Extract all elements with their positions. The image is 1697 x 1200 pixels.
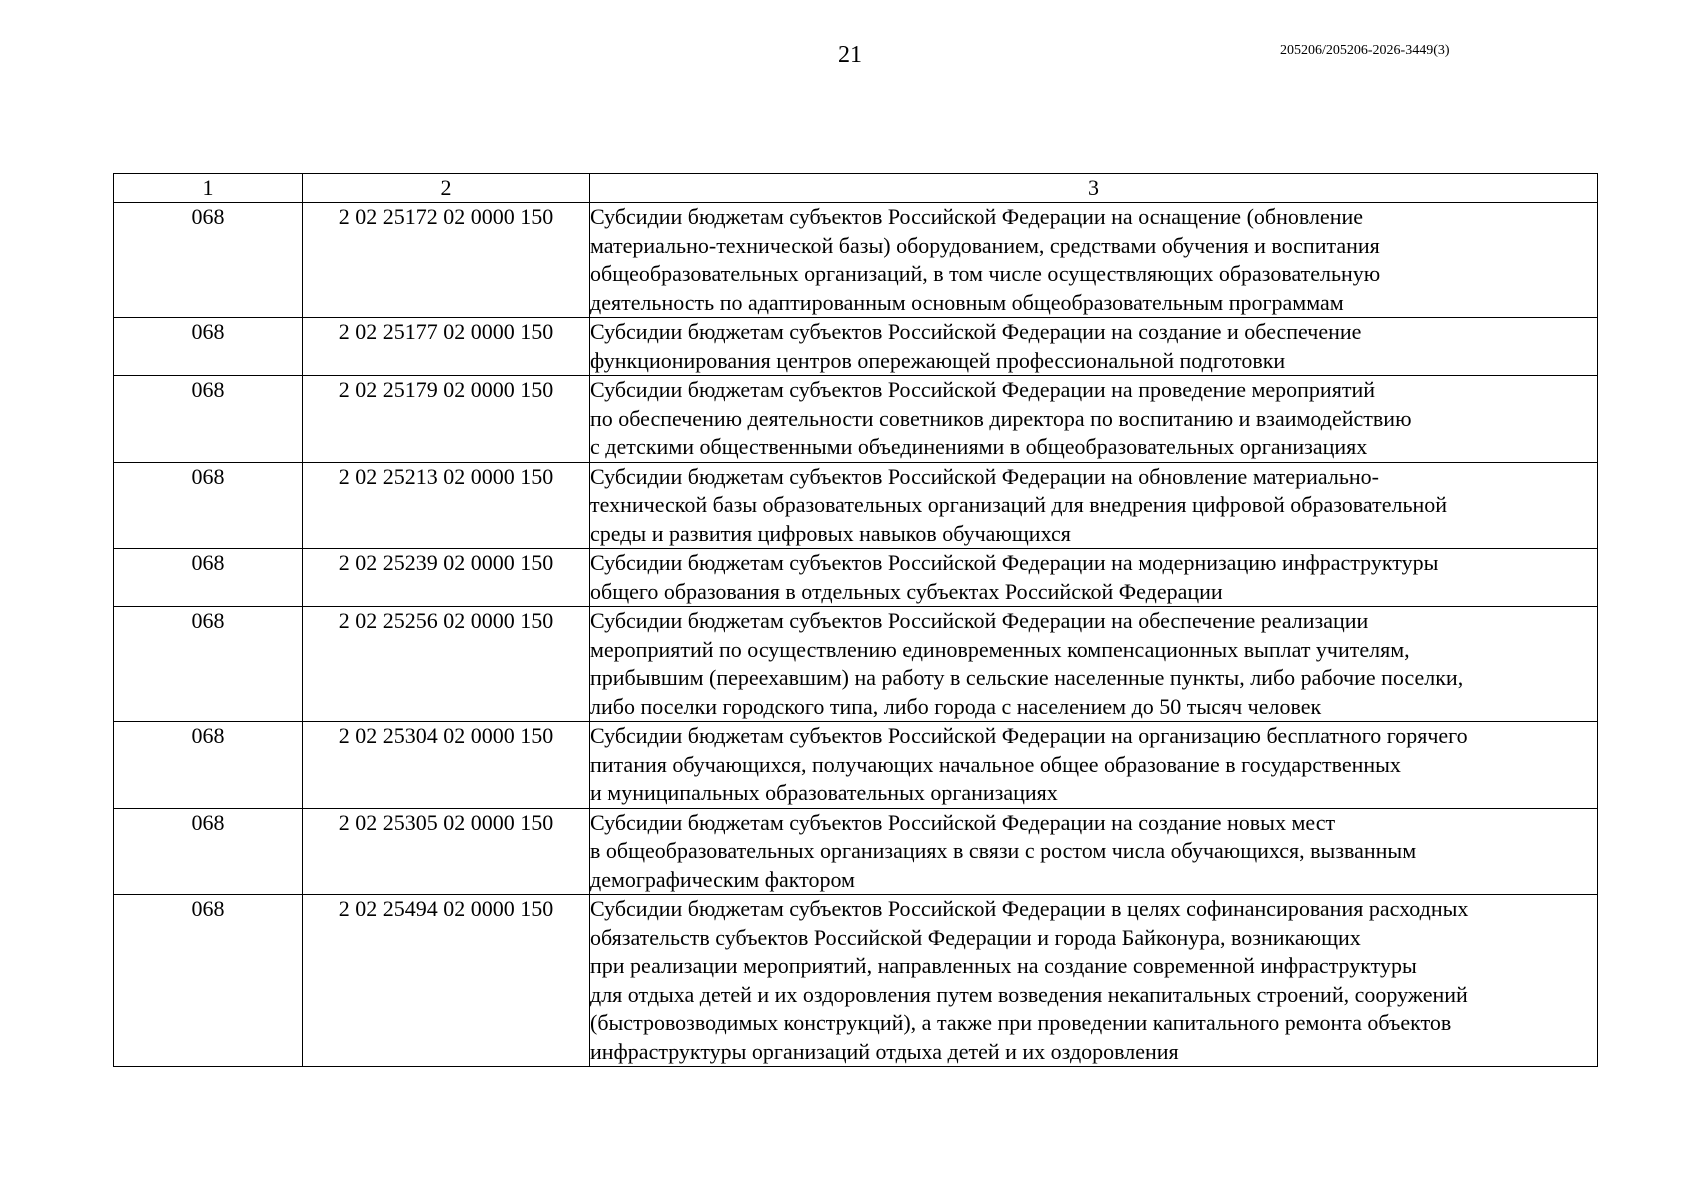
- income-code-cell: 2 02 25239 02 0000 150: [303, 549, 590, 607]
- table-row: [114, 318, 1598, 376]
- administrator-code-cell: 068: [114, 722, 303, 809]
- page-number: 21: [838, 42, 862, 68]
- income-code-cell: 2 02 25256 02 0000 150: [303, 607, 590, 722]
- description-cell: Субсидии бюджетам субъектов Российской Федерации на модернизацию инфраструктуры общего образования в отдельных субъектах Российской Федерации: [590, 549, 1598, 607]
- income-code-cell: 2 02 25172 02 0000 150: [303, 203, 590, 318]
- description-cell: Субсидии бюджетам субъектов Российской Федерации на обновление материально- технической базы образовательных организаций для внедрения цифровой образовательной среды и развития цифровых навыков обучающихся: [590, 462, 1598, 549]
- description-cell: Субсидии бюджетам субъектов Российской Федерации на организацию бесплатного горячего питания обучающихся, получающих начальное общее образование в государственных и муниципальных образовательных организациях: [590, 722, 1598, 809]
- income-code-cell: 2 02 25494 02 0000 150: [303, 895, 590, 1067]
- administrator-code-cell: 068: [114, 462, 303, 549]
- administrator-code-cell: 068: [114, 203, 303, 318]
- income-code-cell: 2 02 25179 02 0000 150: [303, 376, 590, 463]
- table-row: [114, 895, 1598, 1067]
- description-cell: Субсидии бюджетам субъектов Российской Федерации на создание и обеспечение функционирования центров опережающей профессиональной подготовки: [590, 318, 1598, 376]
- column-header-3: 3: [590, 174, 1598, 203]
- income-code-cell: 2 02 25305 02 0000 150: [303, 808, 590, 895]
- administrator-code-cell: 068: [114, 549, 303, 607]
- administrator-code-cell: 068: [114, 895, 303, 1067]
- table-row: [114, 607, 1598, 722]
- column-header-2: 2: [303, 174, 590, 203]
- description-cell: Субсидии бюджетам субъектов Российской Федерации на обеспечение реализации мероприятий по осуществлению единовременных компенсационных выплат учителям, прибывшим (переехавшим) на работу в сельские населенные пункты, либо рабочие поселки, либо поселки городского типа, либо города с населением до 50 тысяч человек: [590, 607, 1598, 722]
- administrator-code-cell: 068: [114, 318, 303, 376]
- income-code-cell: 2 02 25213 02 0000 150: [303, 462, 590, 549]
- administrator-code-cell: 068: [114, 376, 303, 463]
- description-cell: Субсидии бюджетам субъектов Российской Федерации в целях софинансирования расходных обязательств субъектов Российской Федерации и города Байконура, возникающих при реализации мероприятий, направленных на создание современной инфраструктуры для отдыха детей и их оздоровления путем возведения некапитальных строений, сооружений (быстровозводимых конструкций), а также при проведении капитального ремонта объектов инфраструктуры организаций отдыха детей и их оздоровления: [590, 895, 1598, 1067]
- administrator-code-cell: 068: [114, 808, 303, 895]
- table-row: [114, 462, 1598, 549]
- document-code: 205206/205206-2026-3449(3): [1280, 43, 1450, 58]
- income-code-cell: 2 02 25177 02 0000 150: [303, 318, 590, 376]
- table-header-row: [114, 174, 1598, 203]
- table-row: [114, 376, 1598, 463]
- description-cell: Субсидии бюджетам субъектов Российской Федерации на создание новых мест в общеобразовательных организациях в связи с ростом числа обучающихся, вызванным демографическим фактором: [590, 808, 1598, 895]
- administrator-code-cell: 068: [114, 607, 303, 722]
- description-cell: Субсидии бюджетам субъектов Российской Федерации на проведение мероприятий по обеспечению деятельности советников директора по воспитанию и взаимодействию с детскими общественными объединениями в общеобразовательных организациях: [590, 376, 1598, 463]
- table-row: [114, 808, 1598, 895]
- budget-codes-table: [113, 173, 1598, 1067]
- description-cell: Субсидии бюджетам субъектов Российской Федерации на оснащение (обновление материально-технической базы) оборудованием, средствами обучения и воспитания общеобразовательных организаций, в том числе осуществляющих образовательную деятельность по адаптированным основным общеобразовательным программам: [590, 203, 1598, 318]
- income-code-cell: 2 02 25304 02 0000 150: [303, 722, 590, 809]
- column-header-1: 1: [114, 174, 303, 203]
- table-row: [114, 549, 1598, 607]
- table-row: [114, 203, 1598, 318]
- table-row: [114, 722, 1598, 809]
